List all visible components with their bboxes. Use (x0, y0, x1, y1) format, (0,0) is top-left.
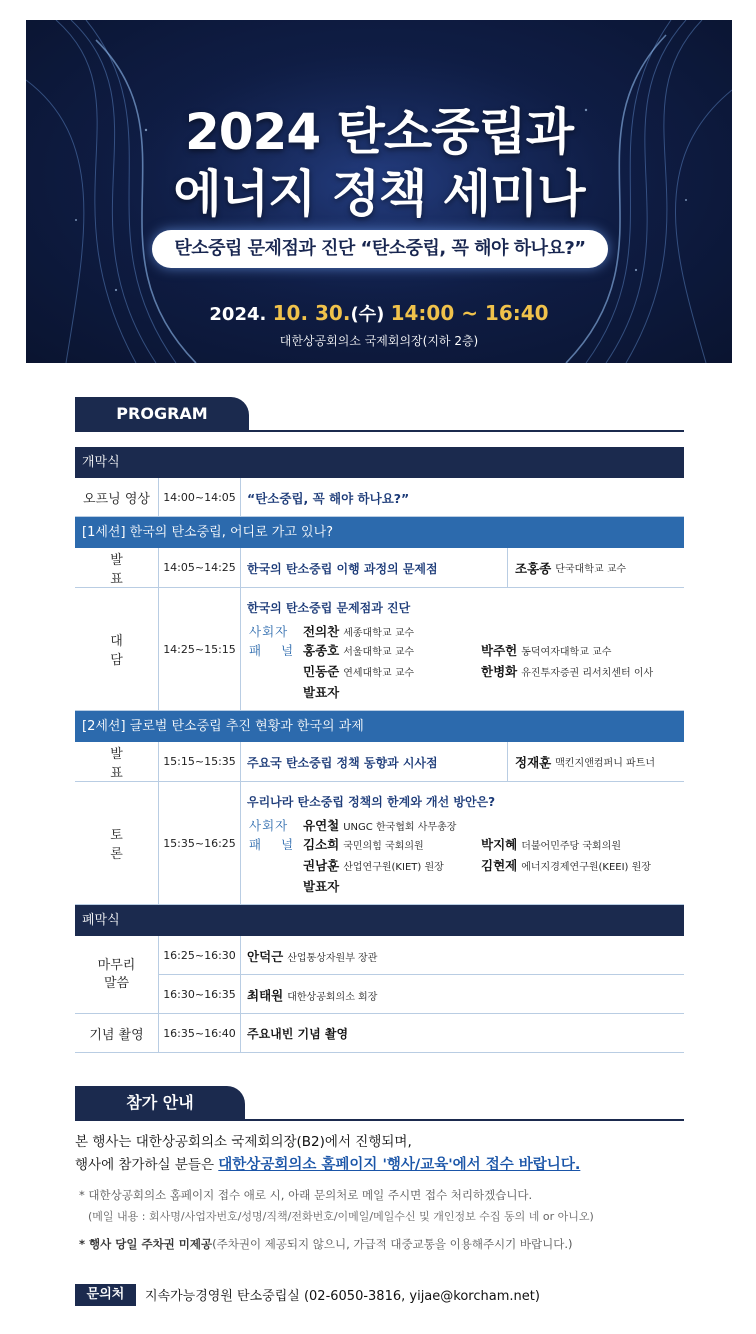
time-range: 14:00 ~ 16:40 (390, 301, 549, 325)
info-note2: * 행사 당일 주차권 미제공(주차권이 제공되지 않으니, 가급적 대중교통을 이용해주시기 바랍니다.) (79, 1237, 573, 1251)
panelist: 김현제 에너지경제연구원(KEEI) 원장 (481, 858, 651, 873)
speaker-affiliation: 단국대학교 교수 (555, 564, 627, 575)
contact-label: 문의처 (75, 1284, 136, 1306)
moderator-role: 사회자 (249, 624, 289, 639)
session2-speaker (507, 742, 683, 781)
speaker-name: 조홍종 (515, 560, 552, 576)
closing-header: 폐막식 (75, 905, 684, 936)
moderator: 전의찬 세종대학교 교수 (303, 624, 415, 639)
closing-photo-time: 16:35~16:40 (159, 1014, 241, 1052)
panel-role: 패 널 (249, 837, 302, 852)
date-main: 10. 30. (272, 301, 351, 325)
info-divider (75, 1119, 684, 1121)
info-line1: 본 행사는 대한상공회의소 국제회의장(B2)에서 진행되며, (75, 1134, 412, 1150)
date-year: 2024. (209, 304, 267, 325)
session2-presentation-label: 발 표 (75, 742, 159, 781)
closing-remarks-group (75, 936, 684, 1014)
opening-time: 14:00~14:05 (159, 478, 241, 516)
registration-link[interactable]: 대한상공회의소 홈페이지 '행사/교육'에서 접수 바랍니다. (218, 1157, 581, 1173)
session1-presentation-title: 한국의 탄소중립 이행 과정의 문제점 (247, 562, 438, 576)
program-tab: PROGRAM (75, 397, 249, 431)
panelist-presenter: 발표자 (303, 879, 340, 894)
session1-dialogue-label: 대 담 (75, 588, 159, 710)
info-note1-detail: (메일 내용 : 회사명/사업자번호/성명/직책/전화번호/이메일/메일수신 및 개인정보 수집 동의 네 or 아니오) (88, 1210, 594, 1223)
program-divider (75, 430, 684, 432)
closing-remark-time: 16:30~16:35 (159, 975, 241, 1014)
panelist: 김소희 국민의힘 국회의원 (303, 837, 424, 852)
closing-remarks-label: 마무리 말씀 (75, 936, 159, 1013)
closing-remark-row (159, 936, 684, 975)
session1-dialogue-row (75, 588, 684, 711)
moderator: 유연철 UNGC 한국협회 사무총장 (303, 818, 457, 833)
speaker-name: 정재훈 (515, 754, 552, 770)
closing-photo-title: 주요내빈 기념 촬영 (247, 1027, 349, 1041)
closing-remark-speaker: 안덕근 산업통상자원부 장관 (247, 949, 378, 964)
hero-banner (26, 20, 732, 363)
opening-label: 오프닝 영상 (75, 478, 159, 516)
hero-venue: 대한상공회의소 국제회의장(지하 2층) (279, 334, 479, 348)
session2-discussion-label: 토 론 (75, 782, 159, 904)
opening-title: “탄소중립, 꼭 해야 하나요?” (247, 491, 410, 506)
closing-remark-speaker: 최태원 대한상공회의소 회장 (247, 988, 378, 1003)
session2-discussion-title: 우리나라 탄소중립 정책의 한계와 개선 방안은? (247, 795, 496, 809)
panelist: 홍종호 서울대학교 교수 (303, 643, 415, 658)
panelist: 권남훈 산업연구원(KIET) 원장 (303, 858, 444, 873)
opening-row (75, 478, 684, 517)
panelist: 한병화 유진투자증권 리서치센터 이사 (481, 664, 654, 679)
session1-dialogue-title: 한국의 탄소중립 문제점과 진단 (247, 601, 411, 615)
closing-remark-time: 16:25~16:30 (159, 936, 241, 974)
hero-datetime (26, 300, 732, 326)
info-tab: 참가 안내 (75, 1086, 245, 1120)
moderator-role: 사회자 (249, 818, 289, 833)
panelist-presenter: 발표자 (303, 685, 340, 700)
contact-text: 지속가능경영원 탄소중립실 (02-6050-3816, yijae@korcham.net) (145, 1289, 540, 1304)
hero-title-line1: 2024 탄소중립과 (184, 103, 574, 161)
date-day: (수) (350, 304, 385, 325)
session2-discussion-row (75, 782, 684, 905)
info-line2: 행사에 참가하실 분들은 대한상공회의소 홈페이지 '행사/교육'에서 접수 바랍니다. (75, 1157, 581, 1173)
session1-presentation-row (75, 548, 684, 588)
speaker-affiliation: 맥킨지앤컴퍼니 파트너 (555, 758, 656, 769)
panel-role: 패 널 (249, 643, 302, 658)
closing-remark-row (159, 975, 684, 1014)
session2-presentation-row (75, 742, 684, 782)
panelist: 박지혜 더불어민주당 국회의원 (481, 837, 622, 852)
session1-dialogue-time: 14:25~15:15 (159, 588, 241, 710)
session2-presentation-title: 주요국 탄소중립 정책 동향과 시사점 (247, 756, 438, 770)
hero-title-line2: 에너지 정책 세미나 (173, 165, 585, 223)
session2-presentation-time: 15:15~15:35 (159, 742, 241, 781)
session1-speaker (507, 548, 683, 587)
session1-presentation-label: 발 표 (75, 548, 159, 587)
session2-discussion-time: 15:35~16:25 (159, 782, 241, 904)
closing-photo-row (75, 1014, 684, 1053)
closing-photo-label: 기념 촬영 (75, 1014, 159, 1052)
info-note1: * 대한상공회의소 홈페이지 접수 애로 시, 아래 문의처로 메일 주시면 접수 처리하겠습니다. (79, 1188, 533, 1202)
panelist: 민동준 연세대학교 교수 (303, 664, 415, 679)
session1-presentation-time: 14:05~14:25 (159, 548, 241, 587)
session2-header: [2세션] 글로벌 탄소중립 추진 현황과 한국의 과제 (75, 711, 684, 742)
session1-header: [1세션] 한국의 탄소중립, 어디로 가고 있나? (75, 517, 684, 548)
opening-header: 개막식 (75, 447, 684, 478)
hero-subtitle-pill: 탄소중립 문제점과 진단 “탄소중립, 꼭 해야 하나요?” (152, 230, 608, 268)
panelist: 박주헌 동덕여자대학교 교수 (481, 643, 612, 658)
